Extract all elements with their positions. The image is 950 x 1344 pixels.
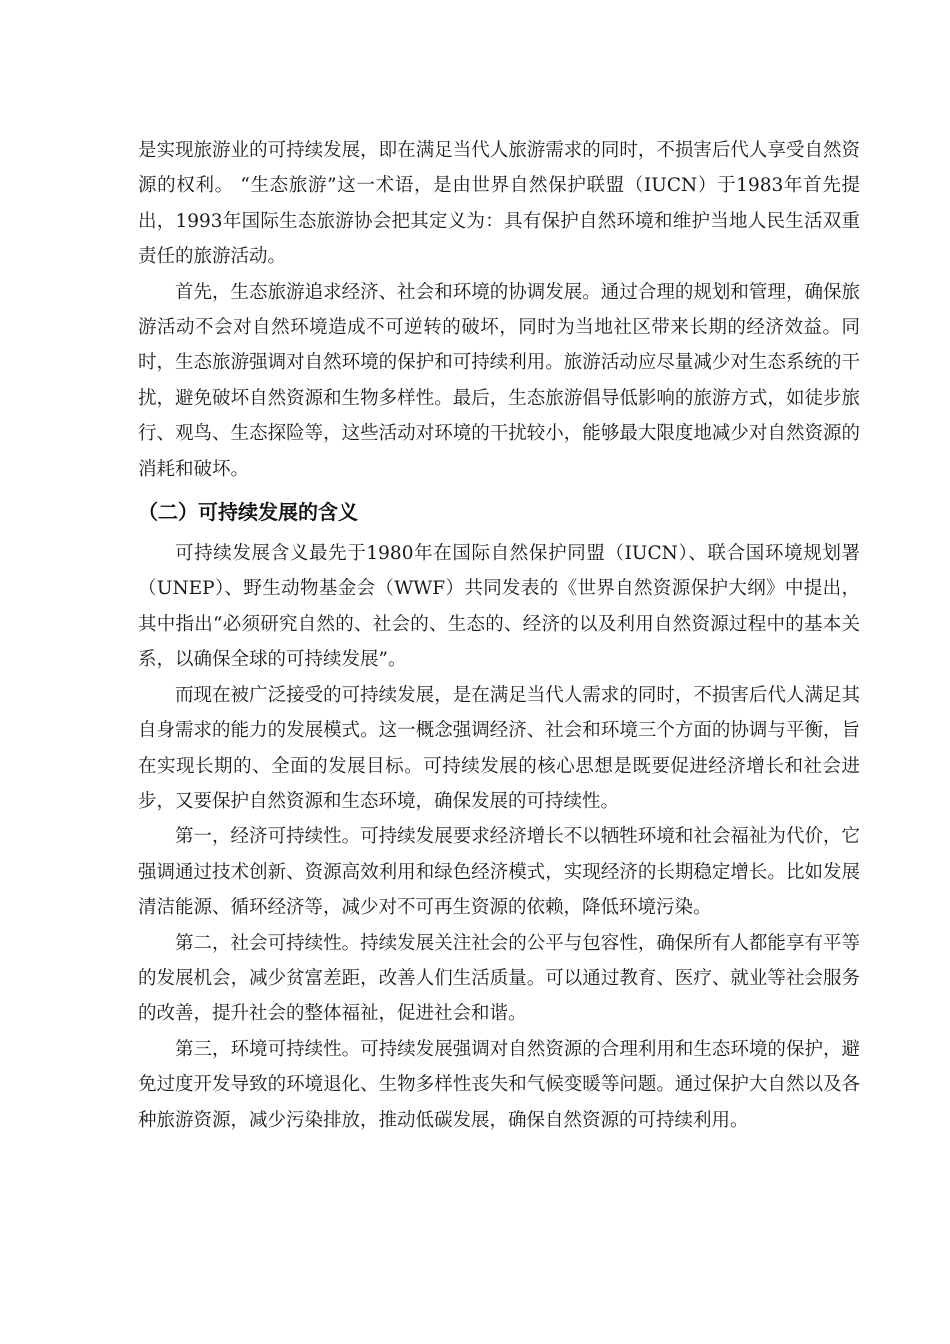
document-body <box>138 133 860 1138</box>
paragraph-eco-tourism-features: 首先，生态旅游追求经济、社会和环境的协调发展。通过合理的规划和管理，确保旅游活动不会对自然环境造成不可逆转的破坏，同时为当地社区带来长期的经济效益。同时，生态旅游强调对自然环境的保护和可持续利用。旅游活动应尽量减少对生态系统的干扰，避免破坏自然资源和生物多样性。最后，生态旅游倡导低影响的旅游方式，如徒步旅行、观鸟、生态探险等，这些活动对环境的干扰较小，能够最大限度地减少对自然资源的消耗和破坏。 <box>138 281 860 480</box>
paragraph-environmental: 第三，环境可持续性。可持续发展强调对自然资源的合理利用和生态环境的保护，避免过度开发导致的环境退化、生物多样性丧失和气候变暖等问题。通过保护大自然以及各种旅游资源，减少污染排放，推动低碳发展，确保自然资源的可持续利用。 <box>138 1038 860 1131</box>
paragraph-definition: 而现在被广泛接受的可持续发展，是在满足当代人需求的同时，不损害后代人满足其自身需求的能力的发展模式。这一概念强调经济、社会和环境三个方面的协调与平衡，旨在实现长期的、全面的发展目标。可持续发展的核心思想是既要促进经济增长和社会进步，又要保护自然资源和生态环境，确保发展的可持续性。 <box>138 684 860 812</box>
paragraph-origin: 可持续发展含义最先于1980年在国际自然保护同盟（IUCN）、联合国环境规划署（UNEP）、野生动物基金会（WWF）共同发表的《世界自然资源保护大纲》中提出，其中指出“必须研究自然的、社会的、生态的、经济的以及利用自然资源过程中的基本关系，以确保全球的可持续发展”。 <box>138 543 860 671</box>
section-heading: （二）可持续发展的含义 <box>138 500 358 525</box>
paragraph-social: 第二，社会可持续性。持续发展关注社会的公平与包容性，确保所有人都能享有平等的发展机会，减少贫富差距，改善人们生活质量。可以通过教育、医疗、就业等社会服务的改善，提升社会的整体福祉，促进社会和谐。 <box>138 932 860 1025</box>
paragraph-continued: 是实现旅游业的可持续发展，即在满足当代人旅游需求的同时，不损害后代人享受自然资源的权利。 “生态旅游”这一术语，是由世界自然保护联盟（IUCN）于1983年首先提出，1993年国际生态旅游协会把其定义为：具有保护自然环境和维护当地人民生活双重责任的旅游活动。 <box>138 140 860 268</box>
paragraph-economic: 第一，经济可持续性。可持续发展要求经济增长不以牺牲环境和社会福祉为代价，它强调通过技术创新、资源高效利用和绿色经济模式，实现经济的长期稳定增长。比如发展清洁能源、循环经济等，减少对不可再生资源的依赖，降低环境污染。 <box>138 826 860 919</box>
